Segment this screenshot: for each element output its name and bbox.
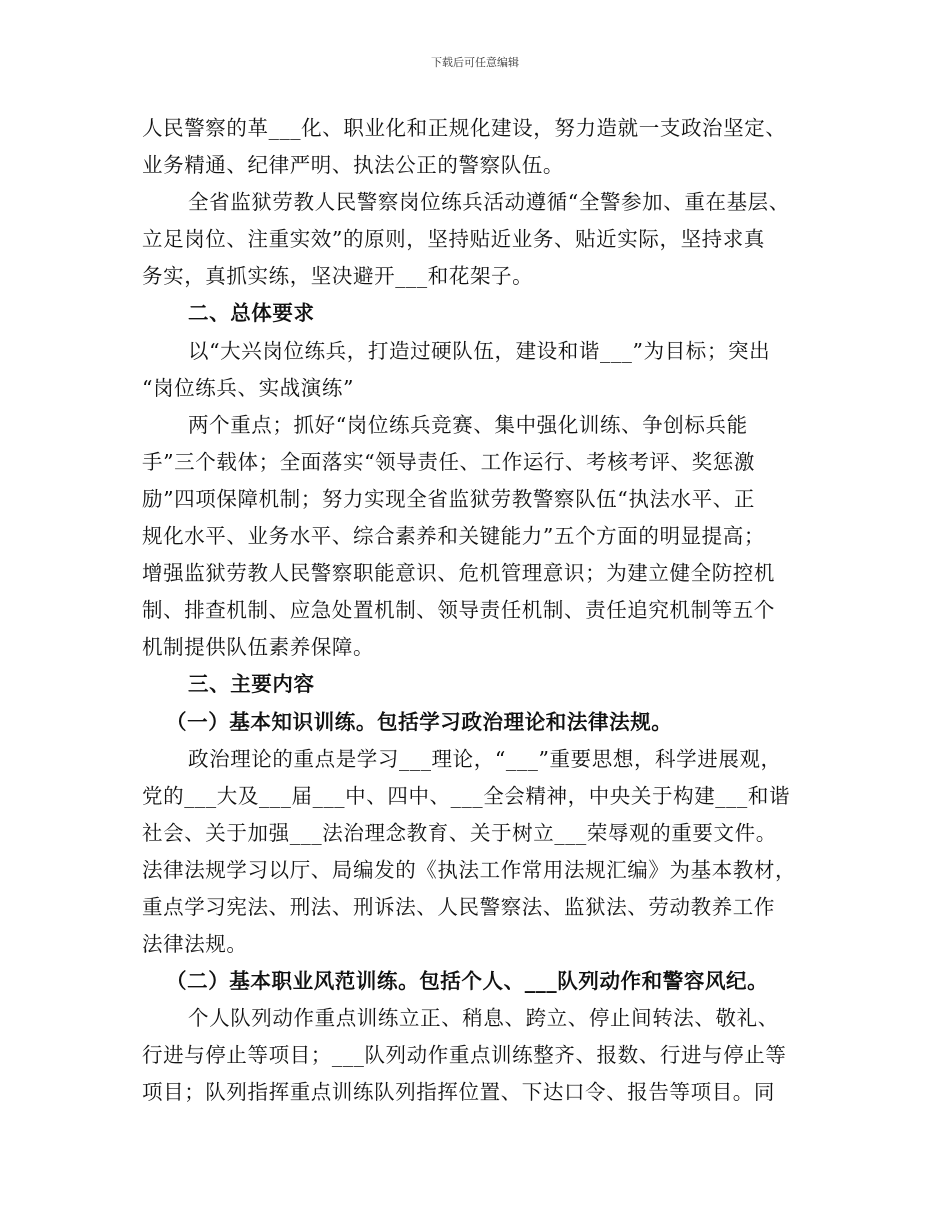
- page-header: 下载后可任意编辑: [431, 56, 519, 69]
- paragraph-line: 全省监狱劳教人民警察岗位练兵活动遵循“全警参加、重在基层、: [188, 190, 790, 215]
- paragraph-line: 人民警察的革___化、职业化和正规化建设，努力造就一支政治坚定、: [142, 116, 787, 140]
- paragraph-line: 业务精通、纪律严明、执法公正的警察队伍。: [142, 153, 564, 178]
- paragraph-line: 社会、关于加强___法治理念教育、关于树立___荣辱观的重要文件。: [142, 820, 777, 845]
- section-heading: 三、主要内容: [188, 672, 315, 697]
- paragraph-line: 励”四项保障机制；努力实现全省监狱劳教警察队伍“执法水平、正: [142, 486, 755, 511]
- section-heading: 二、总体要求: [188, 301, 315, 326]
- paragraph-line: 重点学习宪法、刑法、刑诉法、人民警察法、监狱法、劳动教养工作: [142, 894, 775, 919]
- paragraph-line: 项目；队列指挥重点训练队列指挥位置、下达口令、报告等项目。同: [142, 1080, 775, 1105]
- paragraph-line: 务实，真抓实练，坚决避开___和花架子。: [142, 264, 534, 289]
- document-body: [142, 110, 812, 1112]
- paragraph-line: 增强监狱劳教人民警察职能意识、危机管理意识；为建立健全防控机: [142, 561, 775, 586]
- paragraph-line: 法律法规。: [142, 932, 248, 957]
- paragraph-line: 规化水平、业务水平、综合素养和关键能力”五个方面的明显提高；: [142, 524, 765, 549]
- paragraph-line: 以“大兴岗位练兵，打造过硬队伍，建设和谐___”为目标；突出: [188, 338, 771, 363]
- subsection-heading: （二）基本职业风范训练。包括个人、___队列动作和警容风纪。: [166, 969, 769, 994]
- paragraph-line: 行进与停止等项目；___队列动作重点训练整齐、报数、行进与停止等: [142, 1043, 787, 1068]
- paragraph-line: “岗位练兵、实战演练”: [142, 375, 355, 400]
- paragraph-line: 立足岗位、注重实效”的原则，坚持贴近业务、贴近实际，坚持求真: [142, 227, 765, 252]
- paragraph-line: 机制提供队伍素养保障。: [142, 635, 375, 660]
- paragraph-line: 手”三个载体；全面落实“领导责任、工作运行、考核考评、奖惩激: [142, 449, 755, 474]
- paragraph-line: 制、排查机制、应急处置机制、领导责任机制、责任追究机制等五个: [142, 598, 775, 623]
- paragraph-line: 个人队列动作重点训练立正、稍息、跨立、停止间转法、敬礼、: [188, 1006, 779, 1031]
- paragraph-line: 两个重点；抓好“岗位练兵竞赛、集中强化训练、争创标兵能: [188, 412, 748, 437]
- paragraph-line: 政治理论的重点是学习___理论，“___”重要思想，科学进展观，: [188, 746, 782, 771]
- paragraph-line: 党的___大及___届___中、四中、___全会精神，中央关于构建___和谐: [142, 783, 791, 808]
- subsection-heading: （一）基本知识训练。包括学习政治理论和法律法规。: [166, 709, 673, 734]
- paragraph-line: 法律法规学习以厅、局编发的《执法工作常用法规汇编》为基本教材，: [142, 857, 797, 882]
